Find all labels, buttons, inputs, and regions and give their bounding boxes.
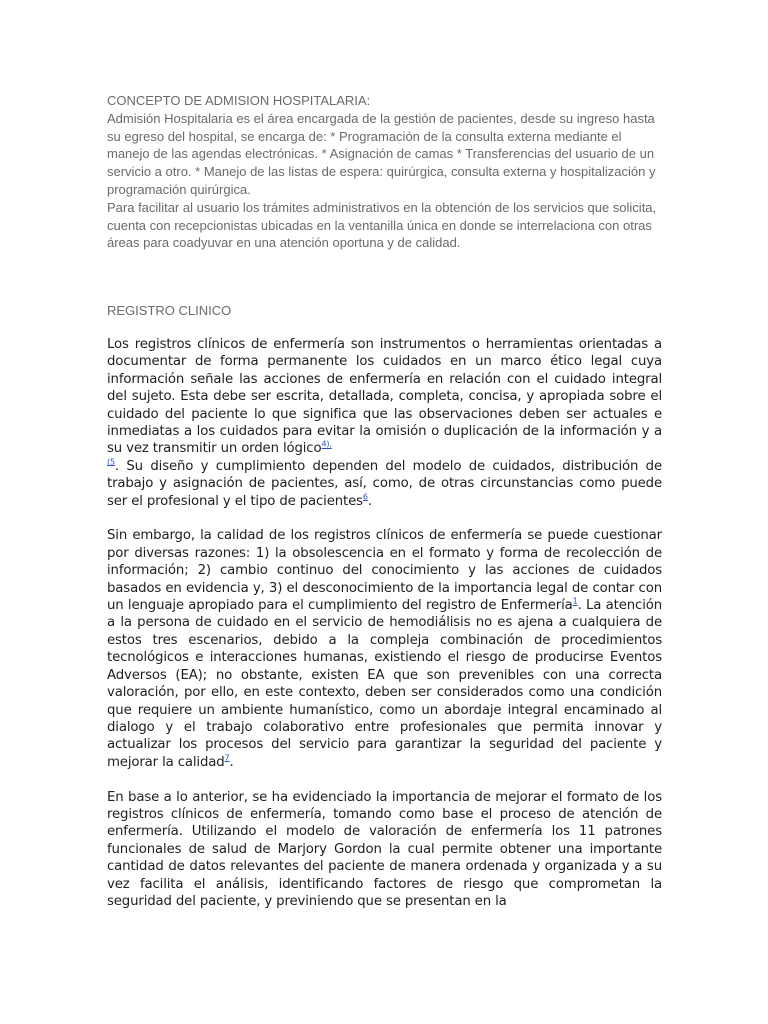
admision-heading: CONCEPTO DE ADMISION HOSPITALARIA: bbox=[107, 93, 371, 108]
registro-p1-text-c: . bbox=[367, 493, 372, 509]
reference-link-7[interactable]: 7 bbox=[224, 753, 230, 763]
admision-section bbox=[107, 92, 667, 252]
reference-link-1[interactable]: 1 bbox=[572, 596, 578, 606]
registro-p1-text-b: . Su diseño y cumplimiento dependen del modelo de cuidados, distribución de trabajo y asignación de pacientes, así, como, de otras circunstancias como puede ser el profesional y el tipo de pacientes bbox=[107, 458, 662, 509]
registro-paragraph-3: En base a lo anterior, se ha evidenciado la importancia de mejorar el formato de los registros clínicos de enfermería, tomando como base el proceso de atención de enfermería. Utilizando el modelo de valoración de enfermería los 11 patrones funcionales de salud de Marjory Gordon la cual permite obtener una importante cantidad de datos relevantes del paciente de manera ordenada y organizada y a su vez facilita el análisis, identificando factores de riesgo que comprometan la seguridad del paciente, y previniendo que se presentan en la bbox=[107, 789, 662, 909]
registro-paragraph-2 bbox=[107, 527, 662, 771]
admision-paragraph-1: Admisión Hospitalaria es el área encargada de la gestión de pacientes, desde su ingreso hasta su egreso del hospital, se encarga de: * Programación de la consulta externa mediante el manejo de las agendas electrónicas. * Asignación de camas * Transferencias del usuario de un servicio a otro. * Manejo de las listas de espera: quirúrgica, consulta externa y hospitalización y programación quirúrgica. bbox=[107, 110, 656, 197]
reference-link-5[interactable]: (5 bbox=[107, 457, 115, 467]
registro-p1-text-a: Los registros clínicos de enfermería son instrumentos o herramientas orientadas a documentar de forma permanente los cuidados en un marco ético legal cuya información señale las acciones de enfermería en relación con el cuidado integral del sujeto. Esta debe ser escrita, detallada, completa, concisa, y apropiada sobre el cuidado del paciente lo que significa que las observaciones deben ser actuales e inmediatas a los cuidados para evitar la omisión o duplicación de la información y a su vez transmitir un orden lógico bbox=[107, 337, 662, 457]
reference-link-6[interactable]: 6 bbox=[362, 492, 368, 502]
registro-paragraph-1 bbox=[107, 336, 662, 510]
registro-p2-text-a: Sin embargo, la calidad de los registros clínicos de enfermería se puede cuestionar por diversas razones: 1) la obsolescencia en el formato y forma de recolección de información; 2) cambio continuo del conocimiento y las acciones de cuidados basados en evidencia y, 3) el desconocimiento de la importancia legal de contar con un lenguaje apropiado para el cumplimiento del registro de Enfermería bbox=[107, 528, 662, 614]
registro-heading: REGISTRO CLINICO bbox=[107, 303, 232, 318]
registro-p2-text-c: . bbox=[229, 754, 234, 770]
reference-link-4[interactable]: 4), bbox=[321, 440, 332, 450]
registro-p2-text-b: . La atención a la persona de cuidado en el servicio de hemodiálisis no es ajena a cualquiera de estos tres escenarios, debido a la compleja combinación de procedimientos tecnológicos e interacciones humanas, existiendo el riesgo de producirse Eventos Adversos (EA); no obstante, existen EA que son prevenibles con una correcta valoración, por ello, en este contexto, deben ser considerados como una condición que requiere un ambiente humanístico, como un abordaje integral encaminado al dialogo y el trabajo colaborativo entre profesionales que permita innovar y actualizar los procesos del servicio para garantizar la seguridad del paciente y mejorar la calidad bbox=[107, 598, 662, 770]
admision-paragraph-2: Para facilitar al usuario los trámites administrativos en la obtención de los servicios que solicita, cuenta con recepcionistas ubicadas en la ventanilla única en donde se interrelaciona con otras áreas para coadyuvar en una atención oportuna y de calidad. bbox=[107, 199, 657, 251]
registro-body bbox=[107, 336, 662, 928]
